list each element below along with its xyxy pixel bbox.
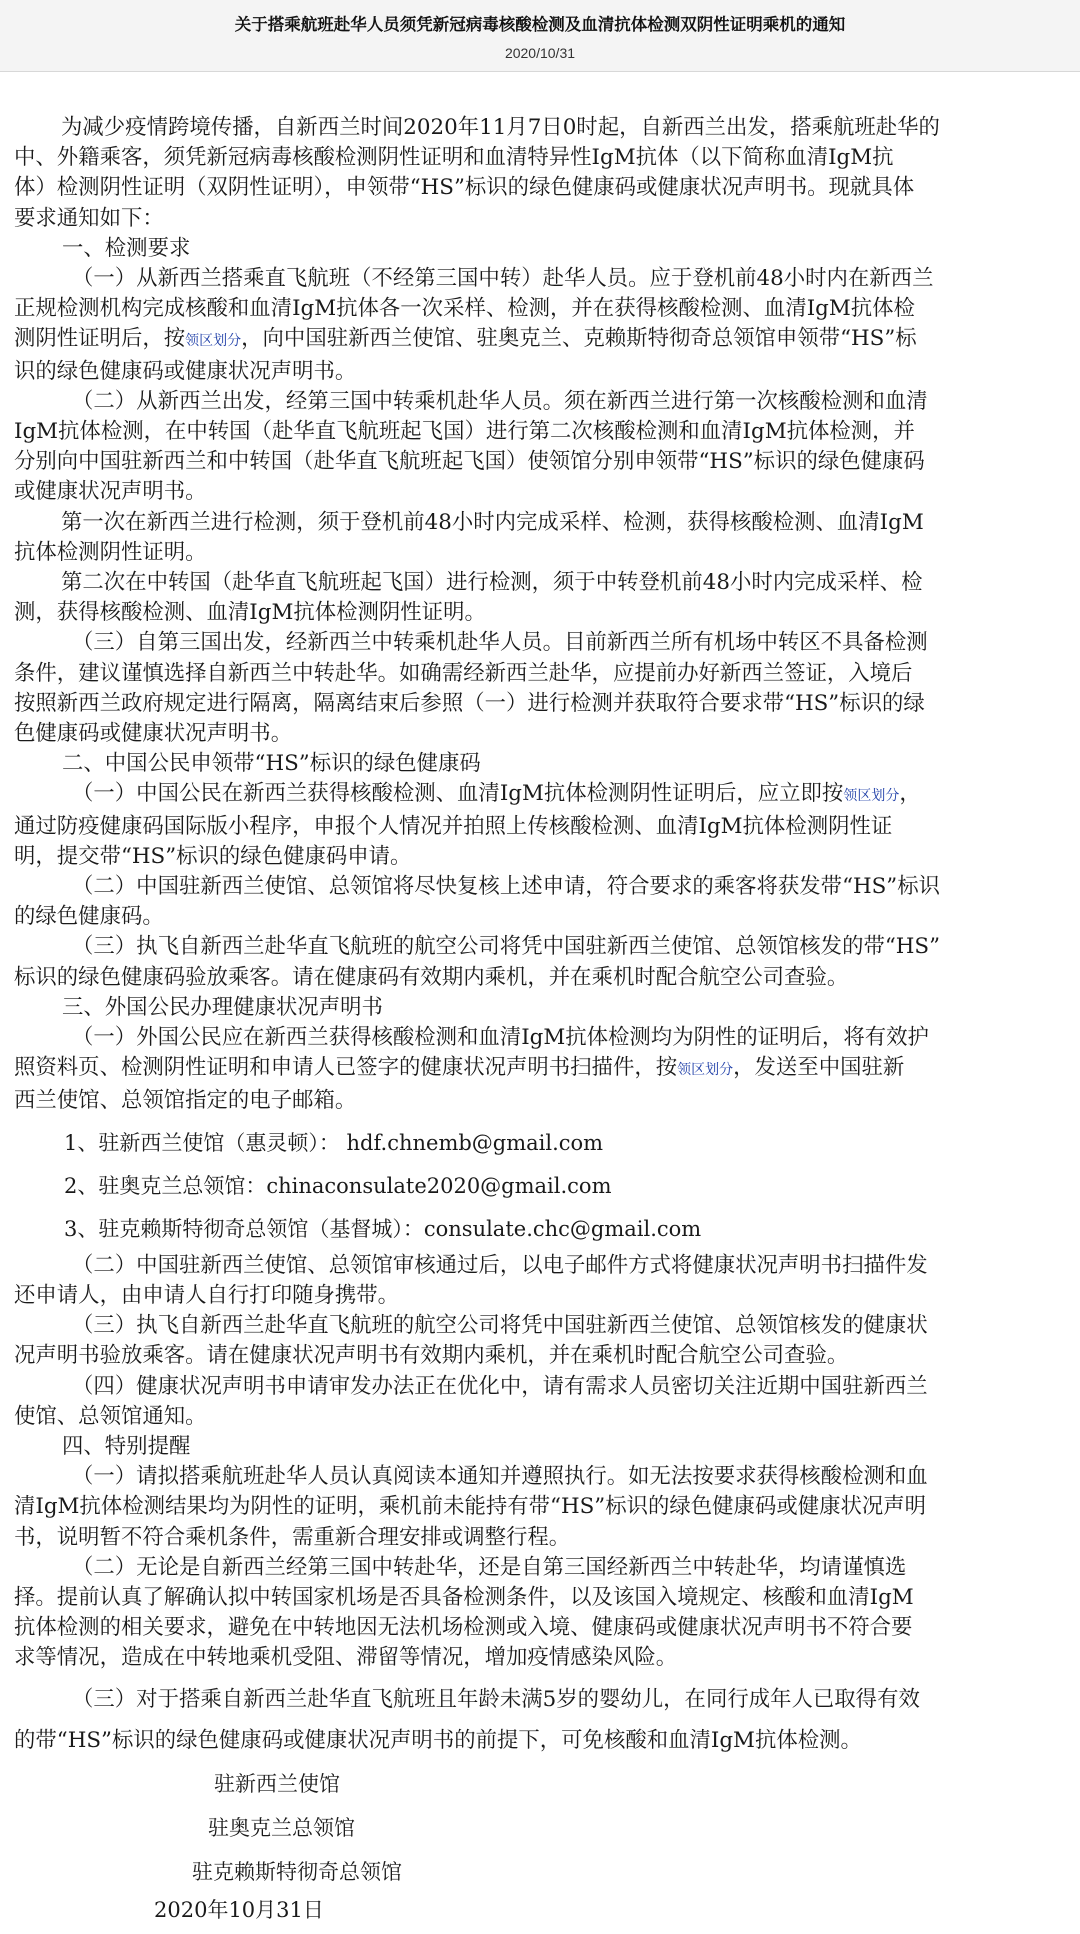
paragraph-line: 测，获得核酸检测、血清IgM抗体检测阴性证明。 [14, 600, 486, 626]
intro-line: 要求通知如下： [14, 205, 164, 231]
email-consulate-christchurch: 3、驻克赖斯特彻奇总领馆（基督城）：consulate.chc@gmail.com [64, 1216, 702, 1241]
paragraph-line: 况声明书验放乘客。请在健康状况声明书有效期内乘机，并在乘机时配合航空公司查验。 [14, 1343, 849, 1369]
paragraph-line: （三）执飞自新西兰赴华直飞航班的航空公司将凭中国驻新西兰使馆、总领馆核发的健康状 [72, 1313, 928, 1339]
paragraph-line: 抗体检测的相关要求，避免在中转地因无法机场检测或入境、健康码或健康状况声明书不符合要 [14, 1615, 913, 1641]
paragraph-line: （一）请拟搭乘航班赴华人员认真阅读本通知并遵照执行。如无法按要求获得核酸检测和血 [72, 1464, 928, 1490]
paragraph-line: 按照新西兰政府规定进行隔离，隔离结束后参照（一）进行检测并获取符合要求带“HS”标识的绿 [14, 690, 925, 716]
paragraph-line: 第一次在新西兰进行检测，须于登机前48小时内完成采样、检测，获得核酸检测、血清IgM [61, 509, 924, 535]
text-span: 照资料页、检测阴性证明和申请人已签字的健康状况声明书扫描件，按 [14, 1055, 678, 1081]
section-heading-3: 三、外国公民办理健康状况声明书 [62, 994, 383, 1020]
paragraph-line: （二）从新西兰出发，经第三国中转乘机赴华人员。须在新西兰进行第一次核酸检测和血清 [72, 388, 928, 414]
paragraph-line: （二）中国驻新西兰使馆、总领馆审核通过后，以电子邮件方式将健康状况声明书扫描件发 [72, 1252, 928, 1278]
paragraph-line: （三）执飞自新西兰赴华直飞航班的航空公司将凭中国驻新西兰使馆、总领馆核发的带“HS” [72, 934, 941, 960]
paragraph-line: 择。提前认真了解确认拟中转国家机场是否具备检测条件，以及该国入境规定、核酸和血清IgM [14, 1584, 914, 1610]
paragraph-line: 的带“HS”标识的绿色健康码或健康状况声明书的前提下，可免核酸和血清IgM抗体检测。 [14, 1727, 862, 1753]
paragraph-line: 色健康码或健康状况声明书。 [14, 721, 293, 747]
section-heading-4: 四、特别提醒 [62, 1433, 191, 1459]
notice-body [0, 72, 1080, 1756]
paragraph-line: （二）无论是自新西兰经第三国中转赴华，还是自第三国经新西兰中转赴华，均请谨慎选 [72, 1554, 907, 1580]
consular-district-link[interactable]: 领区划分 [843, 788, 900, 805]
paragraph-line: 书，说明暂不符合乘机条件，需重新合理安排或调整行程。 [14, 1524, 571, 1550]
paragraph-line [14, 779, 1056, 811]
paragraph-line: 清IgM抗体检测结果均为阴性的证明，乘机前未能持有带“HS”标识的绿色健康码或健康状况声明 [14, 1494, 927, 1520]
signature-christchurch-consulate: 驻克赖斯特彻奇总领馆 [192, 1860, 402, 1884]
paragraph-line: 正规检测机构完成核酸和血清IgM抗体各一次采样、检测，并在获得核酸检测、血清IgM抗体检 [14, 296, 915, 322]
paragraph-line: 西兰使馆、总领馆指定的电子邮箱。 [14, 1087, 357, 1113]
paragraph-line: （一）从新西兰搭乘直飞航班（不经第三国中转）赴华人员。应于登机前48小时内在新西兰 [72, 266, 934, 292]
consular-district-link[interactable]: 领区划分 [185, 333, 242, 350]
paragraph-line: （三）对于搭乘自新西兰赴华直飞航班且年龄未满5岁的婴幼儿，在同行成年人已取得有效 [72, 1686, 920, 1712]
paragraph-line: （四）健康状况声明书申请审发办法正在优化中，请有需求人员密切关注近期中国驻新西兰 [72, 1373, 928, 1399]
section-heading-2: 二、中国公民申领带“HS”标识的绿色健康码 [62, 751, 481, 777]
paragraph-line: 通过防疫健康码国际版小程序，申报个人情况并拍照上传核酸检测、血清IgM抗体检测阴性证 [14, 813, 893, 839]
paragraph-line: （三）自第三国出发，经新西兰中转乘机赴华人员。目前新西兰所有机场中转区不具备检测 [72, 630, 928, 656]
paragraph-line: 分别向中国驻新西兰和中转国（赴华直飞航班起飞国）使领馆分别申领带“HS”标识的绿色健康码 [14, 449, 925, 475]
consular-district-link[interactable]: 领区划分 [677, 1062, 734, 1079]
paragraph-line [14, 1053, 1056, 1085]
intro-line: 中、外籍乘客，须凭新冠病毒核酸检测阴性证明和血清特异性IgM抗体（以下简称血清IgM抗 [14, 145, 894, 171]
signature-date: 2020年10月31日 [154, 1898, 324, 1922]
email-consulate-auckland: 2、驻奥克兰总领馆：chinaconsulate2020@gmail.com [64, 1173, 612, 1198]
paragraph-line: （二）中国驻新西兰使馆、总领馆将尽快复核上述申请，符合要求的乘客将获发带“HS”标识 [72, 874, 941, 900]
email-embassy-wellington: 1、驻新西兰使馆（惠灵顿）： hdf.chnemb@gmail.com [64, 1130, 604, 1155]
notice-header [0, 0, 1080, 72]
text-span: ，向中国驻新西兰使馆、驻奥克兰、克赖斯特彻奇总领馆申领带“HS”标 [241, 326, 917, 352]
paragraph-line: 使馆、总领馆通知。 [14, 1403, 207, 1429]
paragraph-line: 或健康状况声明书。 [14, 479, 207, 505]
intro-line: 为减少疫情跨境传播，自新西兰时间2020年11月7日0时起，自新西兰出发，搭乘航班赴华的 [61, 115, 940, 140]
text-span: ，发送至中国驻新 [733, 1055, 905, 1081]
paragraph-line: 求等情况，造成在中转地乘机受阻、滞留等情况，增加疫情感染风险。 [14, 1645, 678, 1671]
paragraph-line: 标识的绿色健康码验放乘客。请在健康码有效期内乘机，并在乘机时配合航空公司查验。 [14, 964, 849, 990]
paragraph-line: 抗体检测阴性证明。 [14, 539, 207, 565]
text-span: 测阴性证明后，按 [14, 326, 186, 352]
signature-embassy: 驻新西兰使馆 [214, 1772, 340, 1796]
text-span: （一）中国公民在新西兰获得核酸检测、血清IgM抗体检测阴性证明后，应立即按 [72, 781, 844, 807]
intro-line: 体）检测阴性证明（双阴性证明），申领带“HS”标识的绿色健康码或健康状况声明书。现就具体 [14, 175, 915, 201]
publish-date: 2020/10/31 [504, 45, 576, 61]
paragraph-line: 识的绿色健康码或健康状况声明书。 [14, 358, 357, 384]
paragraph-line: 的绿色健康码。 [14, 904, 164, 930]
paragraph-line: 条件，建议谨慎选择自新西兰中转赴华。如确需经新西兰赴华，应提前办好新西兰签证，入境后 [14, 660, 913, 686]
paragraph-line: 还申请人，由申请人自行打印随身携带。 [14, 1282, 400, 1308]
paragraph-line: IgM抗体检测，在中转国（赴华直飞航班起飞国）进行第二次核酸检测和血清IgM抗体检测，并 [14, 419, 915, 445]
section-heading-1: 一、检测要求 [62, 235, 191, 261]
paragraph-line [14, 324, 1056, 356]
paragraph-line: 明，提交带“HS”标识的绿色健康码申请。 [14, 843, 412, 869]
paragraph-line: （一）外国公民应在新西兰获得核酸检测和血清IgM抗体检测均为阴性的证明后，将有效护 [72, 1025, 929, 1051]
page-title: 关于搭乘航班赴华人员须凭新冠病毒核酸检测及血清抗体检测双阴性证明乘机的通知 [234, 15, 846, 34]
signature-auckland-consulate: 驻奥克兰总领馆 [208, 1816, 355, 1840]
paragraph-line: 第二次在中转国（赴华直飞航班起飞国）进行检测，须于中转登机前48小时内完成采样、检 [61, 570, 923, 596]
text-span: ， [899, 781, 921, 807]
